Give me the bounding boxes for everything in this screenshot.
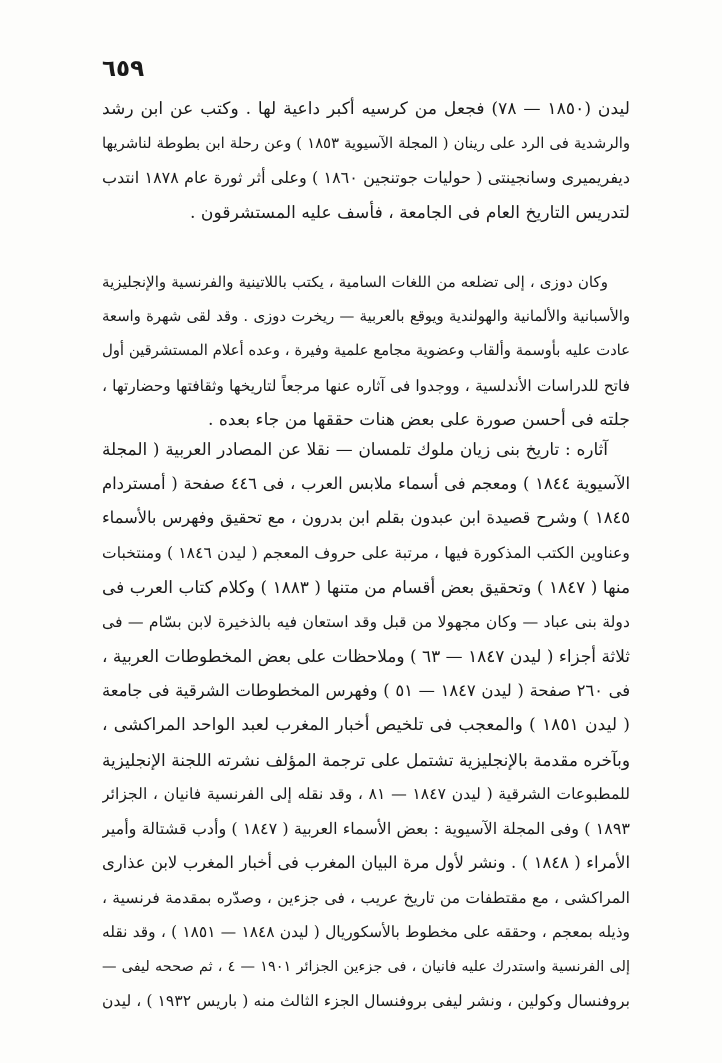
text-line: دولة بنى عباد — وكان مجهولا من قبل وقد استعان فيه بالذخيرة لابن بسّام — فى [102,611,630,631]
text-line: المراكشى ، مع مقتطفات من تاريخ عريب ، فى جزءين ، وصدّره بمقدمة فرنسية ، [102,887,630,907]
paragraph-2 [102,265,630,438]
text-line: الأمراء ( ١٨٤٨ ) . ونشر لأول مرة البيان المغرب فى أخبار المغرب لابن عذارى [102,853,630,872]
page-number: ٦٥٩ [102,56,145,82]
text-line: ١٨٩٣ ) وفى المجلة الآسيوية : بعض الأسماء العربية ( ١٨٤٧ ) وأدب قشتالة وأمير [102,818,630,838]
text-line: إلى الفرنسية واستدرك عليه فانيان ، فى جزءين الجزائر ١٩٠١ — ٤ ، ثم صححه ليفى — [102,958,630,975]
text-line: وكان دوزى ، إلى تضلعه من اللغات السامية ، يكتب باللاتينية والفرنسية والإنجليزية [102,273,608,291]
text-line: وبآخره مقدمة بالإنجليزية تشتمل على ترجمة المؤلف نشرته اللجنة الإنجليزية [102,749,630,770]
text-line: منها ( ١٨٤٧ ) وتحقيق بعض أقسام من متنها ( ١٨٨٣ ) وكلام كتاب العرب فى [102,577,630,597]
text-line: ١٨٤٥ ) وشرح قصيدة ابن عبدون بقلم ابن بدرون ، مع تحقيق وفهرس بالأسماء [102,508,630,527]
paragraph-1 [102,92,630,230]
paragraph-works [102,432,630,1019]
text-line: وذيله بمعجم ، وحققه على مخطوط بالأسكوريال ( ليدن ١٨٤٨ — ١٨٥١ ) ، وقد نقله [102,923,630,941]
text-line: آثاره : تاريخ بنى زيان ملوك تلمسان — نقلا عن المصادر العربية ( المجلة [102,439,608,459]
text-line: وعناوين الكتب المذكورة فيها ، مرتبة على حروف المعجم ( ليدن ١٨٤٦ ) ومنتخبات [102,542,630,562]
text-line: فاتح للدراسات الأندلسية ، ووجدوا فى آثاره عنها مرجعاً لتاريخها وثقافتها وحضارتها ، [102,376,630,395]
text-line: والرشدية فى الرد على رينان ( المجلة الآسيوية ١٨٥٣ ) وعن رحلة ابن بطوطة لناشريها [102,134,630,152]
text-line: ( ليدن ١٨٥١ ) والمعجب فى تلخيص أخبار المغرب لعبد الواحد المراكشى ، [102,715,630,735]
text-line: فى ٢٦٠ صفحة ( ليدن ١٨٤٧ — ٥١ ) وفهرس المخطوطات الشرقية فى جامعة [102,680,630,700]
text-line: للمطبوعات الشرقية ( ليدن ١٨٤٧ — ٨١ ، وقد نقله إلى الفرنسية فانيان ، الجزائر [102,784,630,803]
text-line: ليدن (١٨٥٠ — ٧٨) فجعل من كرسيه أكبر داعية لها . وكتب عن ابن رشد [102,99,630,119]
text-line: والأسبانية والألمانية والهولندية ويوقع بالعربية — ريخرت دوزى . وقد لقى شهرة واسعة [102,307,630,325]
text-line: ديفريميرى وسانجينتى ( حوليات جوتنجين ١٨٦٠ ) وعلى أثر ثورة عام ١٨٧٨ انتدب [102,168,630,187]
text-line: بروفنسال وكولين ، ونشر ليفى بروفنسال الجزء الثالث منه ( باريس ١٩٣٢ ) ، ليدن [102,991,630,1010]
text-line: جلته فى أحسن صورة على بعض هنات حققها من جاء بعده . [208,410,630,430]
text-line: لتدريس التاريخ العام فى الجامعة ، فأسف عليه المستشرقون . [189,202,630,223]
text-line: الآسيوية ١٨٤٤ ) ومعجم فى أسماء ملابس العرب ، فى ٤٤٦ صفحة ( أمستردام [102,473,630,493]
text-line: ثلاثة أجزاء ( ليدن ١٨٤٧ — ٦٣ ) وملاحظات على بعض المخطوطات العربية ، [102,646,630,666]
text-line: عادت عليه بأوسمة وألقاب وعضوية مجامع علمية وفيرة ، وعده أعلام المستشرقين أول [102,342,630,359]
